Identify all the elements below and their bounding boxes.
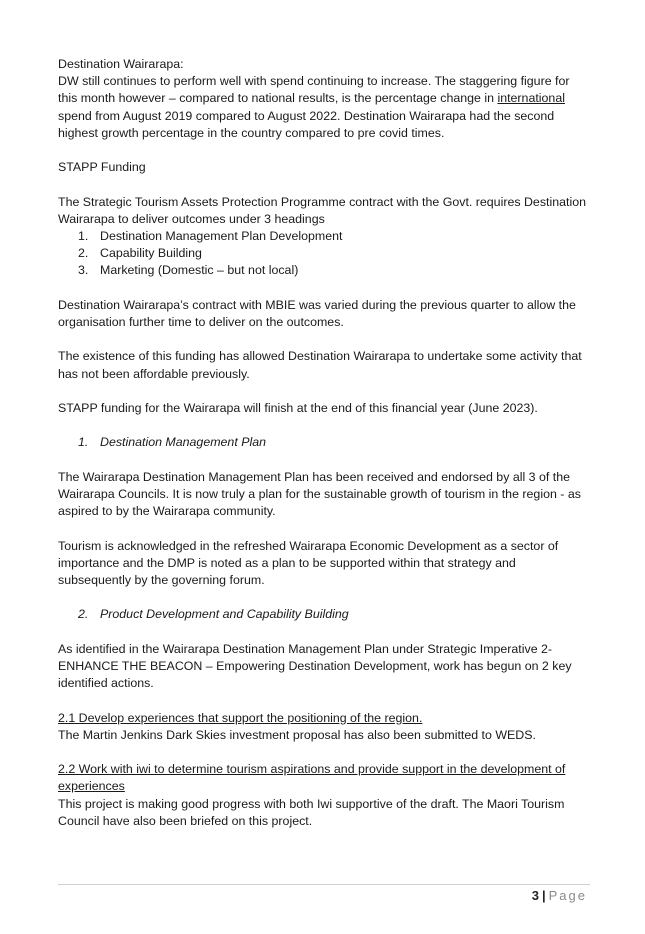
outcome-number: 2. — [78, 246, 89, 261]
action-22-title: 2.2 Work with iwi to determine tourism aspirations and provide support in the development of experiences — [58, 762, 566, 794]
outcome-text: Destination Management Plan Development — [100, 229, 343, 243]
footer-divider — [58, 884, 590, 885]
action-22-text: This project is making good progress with both Iwi supportive of the draft. The Maori Tourism Council have also been briefed on this project. — [58, 796, 565, 828]
existence-paragraph: The existence of this funding has allowed Destination Wairarapa to undertake some activity that has not been affordable previously. — [58, 349, 582, 381]
dw-paragraph-part1: DW still continues to perform well with spend continuing to increase. The staggering figure for this month however – compared to national results, is the percentage change in — [58, 74, 570, 106]
identified-paragraph: As identified in the Wairarapa Destination Management Plan under Strategic Imperative 2- ENHANCE THE BEACON – Empowering Destination Development, work has begun on 2 key identified actions. — [58, 641, 572, 691]
section1-title: Destination Management Plan — [100, 435, 266, 450]
outcome-text: Marketing (Domestic – but not local) — [100, 263, 299, 278]
section2-heading — [58, 606, 590, 623]
stapp-intro: The Strategic Tourism Assets Protection Programme contract with the Govt. requires Destination Wairarapa to deliver outcomes under 3 headings — [58, 194, 586, 226]
page-separator: | — [541, 888, 546, 903]
outcome-number: 1. — [78, 229, 89, 243]
document-body — [58, 56, 590, 830]
action-21-text: The Martin Jenkins Dark Skies investment proposal has also been submitted to WEDS. — [58, 727, 536, 742]
dw-paragraph-part2: spend from August 2019 compared to August 2022. Destination Wairarapa had the second highest growth percentage in the country compared to pre covid times. — [58, 108, 555, 140]
page-label: Page — [548, 888, 587, 903]
outcome-text: Capability Building — [100, 246, 202, 261]
section1-heading — [58, 434, 590, 451]
outcome-item — [58, 262, 590, 279]
tourism-paragraph: Tourism is acknowledged in the refreshed Wairarapa Economic Development as a sector of importance and the DMP is noted as a plan to be supported within that strategy and subsequently by the governing forum. — [58, 538, 559, 587]
outcomes-list — [58, 228, 590, 280]
outcome-item — [58, 228, 590, 245]
page-number: 3 — [531, 888, 539, 903]
dw-paragraph — [58, 73, 590, 142]
dw-paragraph-underlined: international — [497, 91, 565, 106]
outcome-item — [58, 245, 590, 262]
section1-number: 1. — [78, 435, 89, 450]
finish-paragraph: STAPP funding for the Wairarapa will finish at the end of this financial year (June 2023). — [58, 400, 538, 415]
contract-paragraph: Destination Wairarapa’s contract with MBIE was varied during the previous quarter to allow the organisation further time to deliver on the outcomes. — [58, 297, 576, 329]
outcome-number: 3. — [78, 263, 89, 278]
stapp-heading: STAPP Funding — [58, 160, 146, 175]
dmp-paragraph: The Wairarapa Destination Management Plan has been received and endorsed by all 3 of the Wairarapa Councils. It is now truly a plan for the sustainable growth of tourism in the region - as aspired to by the Wairarapa community. — [58, 469, 581, 519]
section2-title: Product Development and Capability Building — [100, 607, 349, 622]
action-21-title: 2.1 Develop experiences that support the positioning of the region. — [58, 710, 423, 725]
section2-number: 2. — [78, 607, 89, 622]
page-footer — [532, 887, 587, 905]
dw-heading: Destination Wairarapa: — [58, 57, 184, 71]
